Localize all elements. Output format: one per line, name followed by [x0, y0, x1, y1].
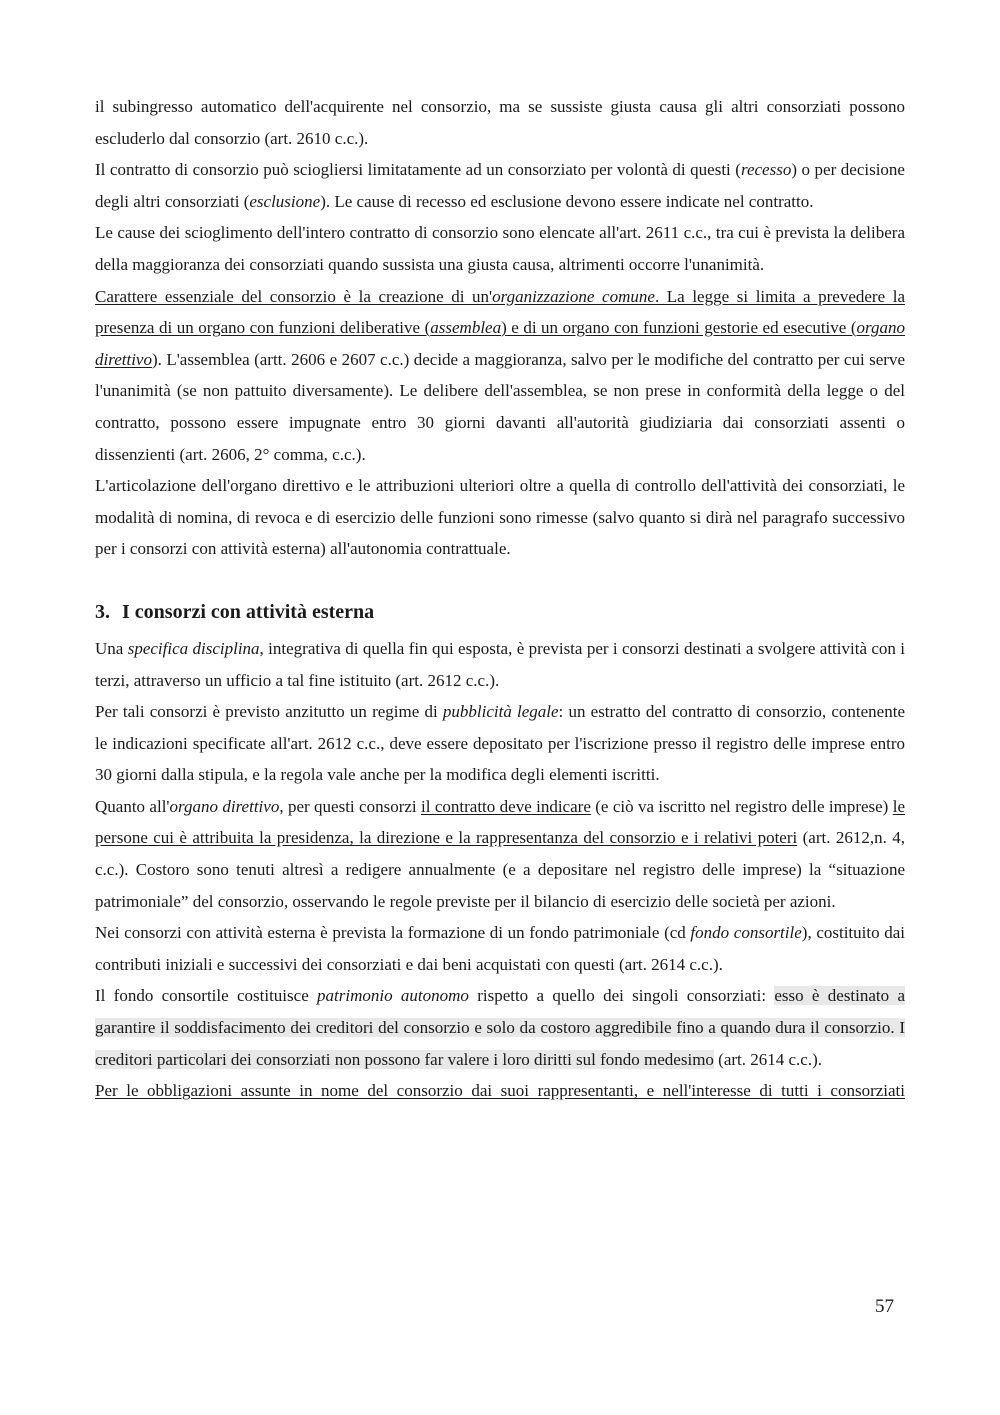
italic-term-pubblicita-legale: pubblicità legale: [442, 702, 559, 722]
paragraph-subingresso: [95, 91, 905, 154]
paragraph-fondo-consortile: [95, 917, 905, 980]
paragraph-patrimonio-autonomo: [95, 980, 905, 1075]
underlined-text: le persone cui è attribuita la presidenza, la direzione e la rappresentanza del consorzio e i relativi poteri: [95, 796, 906, 848]
paragraph-obbligazioni: [95, 1075, 905, 1107]
underlined-text: ) e di un organo con funzioni gestorie ed esecutive (: [501, 318, 857, 338]
paragraph-text: L'articolazione dell'organo direttivo e le attribuzioni ulteriori oltre a quella di controllo dell'attività dei consorziati, le modalità di nomina, di revoca e di esercizio delle funzioni sono rimesse (salvo quanto si dirà nel paragrafo successivo per i consorzi con attività esterna) all'autonomia contrattuale.: [95, 476, 905, 559]
paragraph-pubblicita-legale: [95, 696, 905, 791]
paragraph-organo-direttivo: [95, 470, 905, 565]
italic-term-patrimonio-autonomo: patrimonio autonomo: [317, 986, 469, 1006]
italic-term-fondo-consortile: fondo consortile: [690, 923, 802, 943]
paragraph-text: Il contratto di consorzio può sciogliersi limitatamente ad un consorziato per volontà di questi (: [95, 160, 741, 180]
italic-term-organizzazione-comune: organizzazione comune: [492, 286, 655, 306]
paragraph-text: , integrativa di quella fin qui esposta, è prevista per i consorzi destinati a svolgere attività con i terzi, attraverso un ufficio a tal fine istituito (art. 2612 c.c.).: [95, 638, 905, 690]
underlined-text: . La legge si limita a prevedere la presenza di un organo con funzioni deliberative (: [95, 286, 906, 338]
section-title: I consorzi con attività esterna: [122, 600, 375, 623]
paragraph-text: Una: [95, 638, 128, 658]
paragraph-text: Il fondo consortile costituisce: [95, 986, 318, 1006]
highlighted-text: esso è destinato a garantire il soddisfacimento dei creditori del consorzio e solo da costoro aggredibile fino a quando dura il consorzio. I creditori particolari dei consorziati non possono far valere i loro diritti sul fondo medesimo: [95, 986, 905, 1069]
underlined-text: Carattere essenziale del consorzio è la creazione di un': [95, 286, 493, 306]
paragraph-text: Per tali consorzi è previsto anzitutto un regime di: [95, 702, 443, 722]
underlined-text: Per le obbligazioni assunte in nome del consorzio dai suoi rappresentanti, e nell'interesse di tutti i consorziati: [95, 1081, 905, 1101]
section-number: 3.: [95, 600, 110, 623]
paragraph-text: (art. 2612,n. 4, c.c.). Costoro sono tenuti altresì a redigere annualmente (e a depositare nel registro delle imprese) la “situazione patrimoniale” del consorzio, osservando le regole previste per il bilancio di esercizio delle società per azioni.: [95, 828, 906, 911]
italic-term-recesso: recesso: [740, 160, 792, 180]
paragraph-text: (e ciò va iscritto nel registro delle imprese): [590, 796, 893, 816]
italic-term-esclusione: esclusione: [249, 191, 321, 211]
paragraph-text: (art. 2614 c.c.).: [713, 1049, 823, 1069]
paragraph-specifica-disciplina: [95, 633, 905, 696]
paragraph-scioglimento-consorziato: [95, 154, 905, 217]
paragraph-cause-scioglimento: [95, 217, 905, 280]
italic-term-assemblea: assemblea: [430, 318, 502, 338]
paragraph-text: Nei consorzi con attività esterna è prevista la formazione di un fondo patrimoniale (cd: [95, 923, 691, 943]
page-number: 57: [875, 1296, 894, 1317]
section-heading: [95, 597, 905, 627]
document-page: [95, 91, 905, 1107]
paragraph-text: rispetto a quello dei singoli consorziati:: [468, 986, 775, 1006]
paragraph-text: ) o per decisione degli altri consorziati (: [95, 160, 905, 211]
paragraph-text: : un estratto del contratto di consorzio, contenente le indicazioni specificate all'art. 2612 c.c., deve essere depositato per l'iscrizione presso il registro delle imprese entro 30 giorni dalla stipula, e la regola vale anche per la modifica degli elementi iscritti.: [95, 702, 905, 785]
paragraph-text: ). Le cause di recesso ed esclusione devono essere indicate nel contratto.: [320, 191, 814, 211]
underlined-text: il contratto deve indicare: [421, 796, 591, 816]
italic-term-organo-direttivo: organo direttivo: [95, 318, 905, 369]
italic-term-specifica-disciplina: specifica disciplina: [127, 638, 260, 658]
paragraph-text: il subingresso automatico dell'acquirente nel consorzio, ma se sussiste giusta causa gli altri consorziati possono escluderlo dal consorzio (art. 2610 c.c.).: [95, 97, 905, 148]
paragraph-text: ), costituito dai contributi iniziali e successivi dei consorziati e dai beni acquistati con questi (art. 2614 c.c.).: [95, 923, 906, 974]
paragraph-organo-direttivo-esterno: [95, 791, 905, 917]
paragraph-text: , per questi consorzi: [279, 796, 422, 816]
italic-term-organo-direttivo: organo direttivo: [169, 796, 280, 816]
paragraph-text: Quanto all': [95, 796, 170, 816]
paragraph-text: ). L'assemblea (artt. 2606 e 2607 c.c.) decide a maggioranza, salvo per le modifiche del contratto per cui serve l'unanimità (se non pattuito diversamente). Le delibere dell'assemblea, se non prese in conformità della legge o del contratto, possono essere impugnate entro 30 giorni davanti all'autorità giudiziaria dai consorziati assenti o dissenzienti (art. 2606, 2° comma, c.c.).: [95, 349, 905, 464]
paragraph-text: Le cause dei scioglimento dell'intero contratto di consorzio sono elencate all'art. 2611 c.c., tra cui è prevista la delibera della maggioranza dei consorziati quando sussista una giusta causa, altrimenti occorre l'unanimità.: [95, 223, 905, 274]
paragraph-organizzazione-comune: [95, 281, 905, 471]
